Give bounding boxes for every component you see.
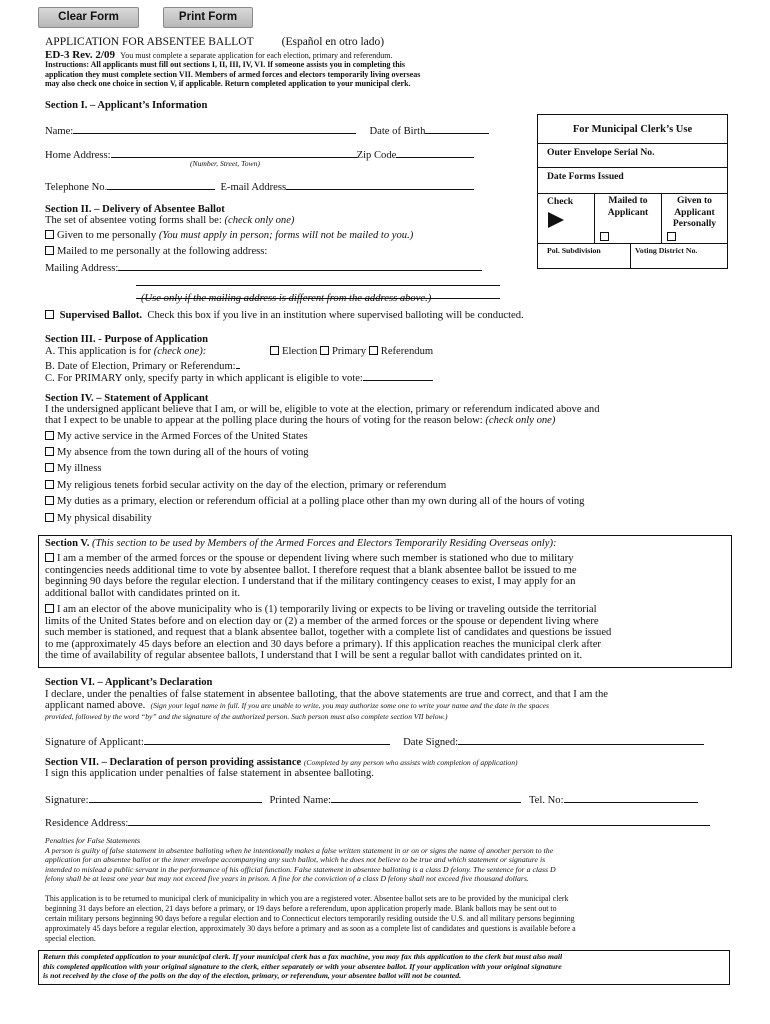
reason-checkbox[interactable] [45,431,54,440]
assistant-signature-field[interactable] [89,792,262,803]
forms-issued-row[interactable]: Date Forms Issued [538,167,727,193]
section-3-title: Section III. - Purpose of Application [45,334,209,345]
return-notice-box: Return this completed application to your municipal clerk. If your municipal clerk has a fax machine, you may fax this application to the clerk but must also mail this completed application with your original signature to the clerk, either separately or with your absentee ballot. If your application with your original signature is not received by the close of the polls on the day of the election, primary, or referendum, your absentee ballot will not be counted. [38,950,730,985]
declaration-line-2: applicant named above. (Sign your legal name in full. If you are unable to write, you may authorize some one to write your name and the date in the spaces [45,700,549,711]
delivery-intro: The set of absentee voting forms shall be: (check only one) [45,215,295,226]
mailing-address-field[interactable] [118,260,482,271]
supervised-ballot-checkbox[interactable] [45,310,54,319]
primary-checkbox[interactable] [320,346,329,355]
clerk-use-box [537,114,728,269]
military-checkbox[interactable] [45,553,54,562]
section-5-box [38,535,732,668]
election-date-field[interactable] [236,358,240,369]
mailing-note: (Use only if the mailing address is different from the address above.) [141,293,432,304]
email-field[interactable] [286,179,474,190]
section-5-title: Section V. (This section to be used by Members of the Armed Forces and Electors Temporarily Residing Overseas only): [45,538,557,549]
statement-line-1: I the undersigned applicant believe that I am, or will be, eligible to vote at the election, primary or referendum indicated above and [45,404,600,415]
reason-item: My active service in the Armed Forces of the United States [45,431,308,442]
overseas-checkbox[interactable] [45,604,54,613]
clerk-title: For Municipal Clerk’s Use [572,124,693,135]
election-date-row: B. Date of Election, Primary or Referendum: [45,358,240,372]
reason-item: My physical disability [45,513,152,524]
reason-checkbox[interactable] [45,513,54,522]
contact-row: Telephone No. E-mail Address [45,179,474,193]
assistance-statement: I sign this application under penalties of false statement in absentee balloting. [45,768,374,779]
election-checkbox[interactable] [270,346,279,355]
return-info-block: This application is to be returned to municipal clerk of municipality in which you are a registered voter. Absentee ballot sets are to be provided by the municipal clerk beginning 31 days before an election, 21 days before a primary, or 19 days before a referendum, upon application properly made. Blank ballots may be sent out to certain military persons beginning 90 days before a regular election and to Connecticut electors temporarily residing outside the U.S. and all military persons beginning approximately 45 days before a regular election, approximately 30 days before a primary and as soon as a complete list of candidates and questions is available before a special election. [45,894,576,943]
supervised-ballot-row: Supervised Ballot. Check this box if you live in an institution where supervised balloting will be conducted. [45,310,524,321]
military-option: I am a member of the armed forces or the spouse or dependent living where such member is stationed who due to military contingencies needs additional time to vote by absentee ballot. I therefore request that a blank absentee ballot be issued to me beginning 90 days before the regular election. I understand that if the military contingency ceases to exist, I may apply for an additional ballot with candidates printed on it. [45,553,577,599]
assistant-tel-field[interactable] [564,792,698,803]
declaration-line-1: I declare, under the penalties of false statement in absentee balloting, that the above statements are true and correct, and that I am the [45,689,608,700]
overseas-option: I am an elector of the above municipality who is (1) temporarily living or expects to be living or traveling outside the territorial limits of the United States before and on election day or (2) a member of the armed forces or the spouse or dependent living where such member is stationed, and request that a blank absentee ballot, together with a complete list of candidates and questions be issued to me (approximately 45 days before an election and 30 days before a primary). If this application reaches the municipal clerk after the time of availability of regular absentee ballots, I understand that I will be sent a regular ballot with candidates printed on it. [45,604,612,662]
delivery-option-given: Given to me personally (You must apply in person; forms will not be mailed to you.) [45,230,413,241]
telephone-field[interactable] [107,179,215,190]
printed-name-field[interactable] [331,792,521,803]
mailing-address-row: Mailing Address: [45,260,482,274]
reason-checkbox[interactable] [45,447,54,456]
section-7-title: Section VII. – Declaration of person providing assistance (Completed by any person who assists with completion of application) [45,757,518,768]
name-field[interactable] [73,123,356,134]
mailed-personally-checkbox[interactable] [45,246,54,255]
mailed-checkbox[interactable] [600,232,609,241]
reason-checkbox[interactable] [45,496,54,505]
residence-field[interactable] [128,815,710,826]
form-revision: ED-3 Rev. 2/09 You must complete a separate application for each election, primary and referendum. [45,49,393,61]
section-2-title: Section II. – Delivery of Absentee Ballot [45,204,225,215]
zip-field[interactable] [396,147,474,158]
party-field[interactable] [363,370,433,381]
section-6-title: Section VI. – Applicant’s Declaration [45,677,213,688]
name-row: Name: Date of Birth [45,123,489,137]
referendum-checkbox[interactable] [369,346,378,355]
applicant-signature-row: Signature of Applicant: Date Signed: [45,734,704,748]
clerk-subdivision-row: Pol. Subdivision Voting District No. [538,243,727,268]
penalties-block: Penalties for False Statements A person is guilty of false statement in absentee balloting when he intentionally makes a false written statement in or on or signs the name of another person to the application for an absentee ballot or the inner envelope accompanying any such ballot, which he does not believe to be true and which statement or signature is intended to mislead a public servant in the performance of his official function. False statement in absentee balloting is a class D felony. The sentence for a class D felony shall be at least one year but may not exceed five years in prison. A fine for the conviction of a class D felony shall not exceed five thousand dollars. [45,836,556,884]
given-personally-checkbox[interactable] [45,230,54,239]
party-row: C. For PRIMARY only, specify party in which applicant is eligible to vote: [45,370,433,384]
reason-item: My illness [45,463,101,474]
section-1-title: Section I. – Applicant’s Information [45,100,208,111]
reason-item: My religious tenets forbid secular activity on the day of the election, primary or referendum [45,480,446,491]
arrow-icon [548,212,564,228]
reason-item: My absence from the town during all of the hours of voting [45,447,309,458]
mailing-address-line-2[interactable] [136,275,500,286]
dob-field[interactable] [425,123,489,134]
given-checkbox[interactable] [667,232,676,241]
reason-checkbox[interactable] [45,480,54,489]
purpose-row: A. This application is for (check one): [45,346,207,357]
statement-line-2: that I expect to be unable to appear at the polling place during the hours of voting for the reason below: (check only one) [45,415,556,426]
assistant-signature-row: Signature: Printed Name: Tel. No: [45,792,698,806]
reason-item: My duties as a primary, election or referendum official at a polling place other than my own during all of the hours of voting [45,496,584,507]
section-4-title: Section IV. – Statement of Applicant [45,393,209,404]
clerk-check-row: Check Mailed to Applicant Given to Applicant Personally [538,193,727,243]
form-title: APPLICATION FOR ABSENTEE BALLOT (Español en otro lado) [45,36,385,48]
purpose-options: Election Primary Referendum [270,346,433,357]
instructions: Instructions: All applicants must fill out sections I, II, III, IV, VI. If someone assists you in completing this application they must complete section VII. Members of armed forces and electors temporarily living overseas may also check one choice in section V, if applicable. Return completed application to your municipal clerk. [45,60,421,89]
residence-row: Residence Address: [45,815,710,829]
home-address-row: Home Address: Zip Code [45,147,474,161]
reason-checkbox[interactable] [45,463,54,472]
applicant-signature-field[interactable] [144,734,390,745]
print-form-button[interactable]: Print Form [163,7,253,28]
street-hint: (Number, Street, Town) [190,159,260,168]
serial-row[interactable]: Outer Envelope Serial No. [538,143,727,167]
clear-form-button[interactable]: Clear Form [38,7,139,28]
date-signed-field[interactable] [458,734,704,745]
home-address-field[interactable] [111,147,357,158]
delivery-option-mailed: Mailed to me personally at the following address: [45,246,267,257]
declaration-note: provided, followed by the word “by” and the signature of the authorized person. Such person must also complete section VII below.) [45,712,448,721]
